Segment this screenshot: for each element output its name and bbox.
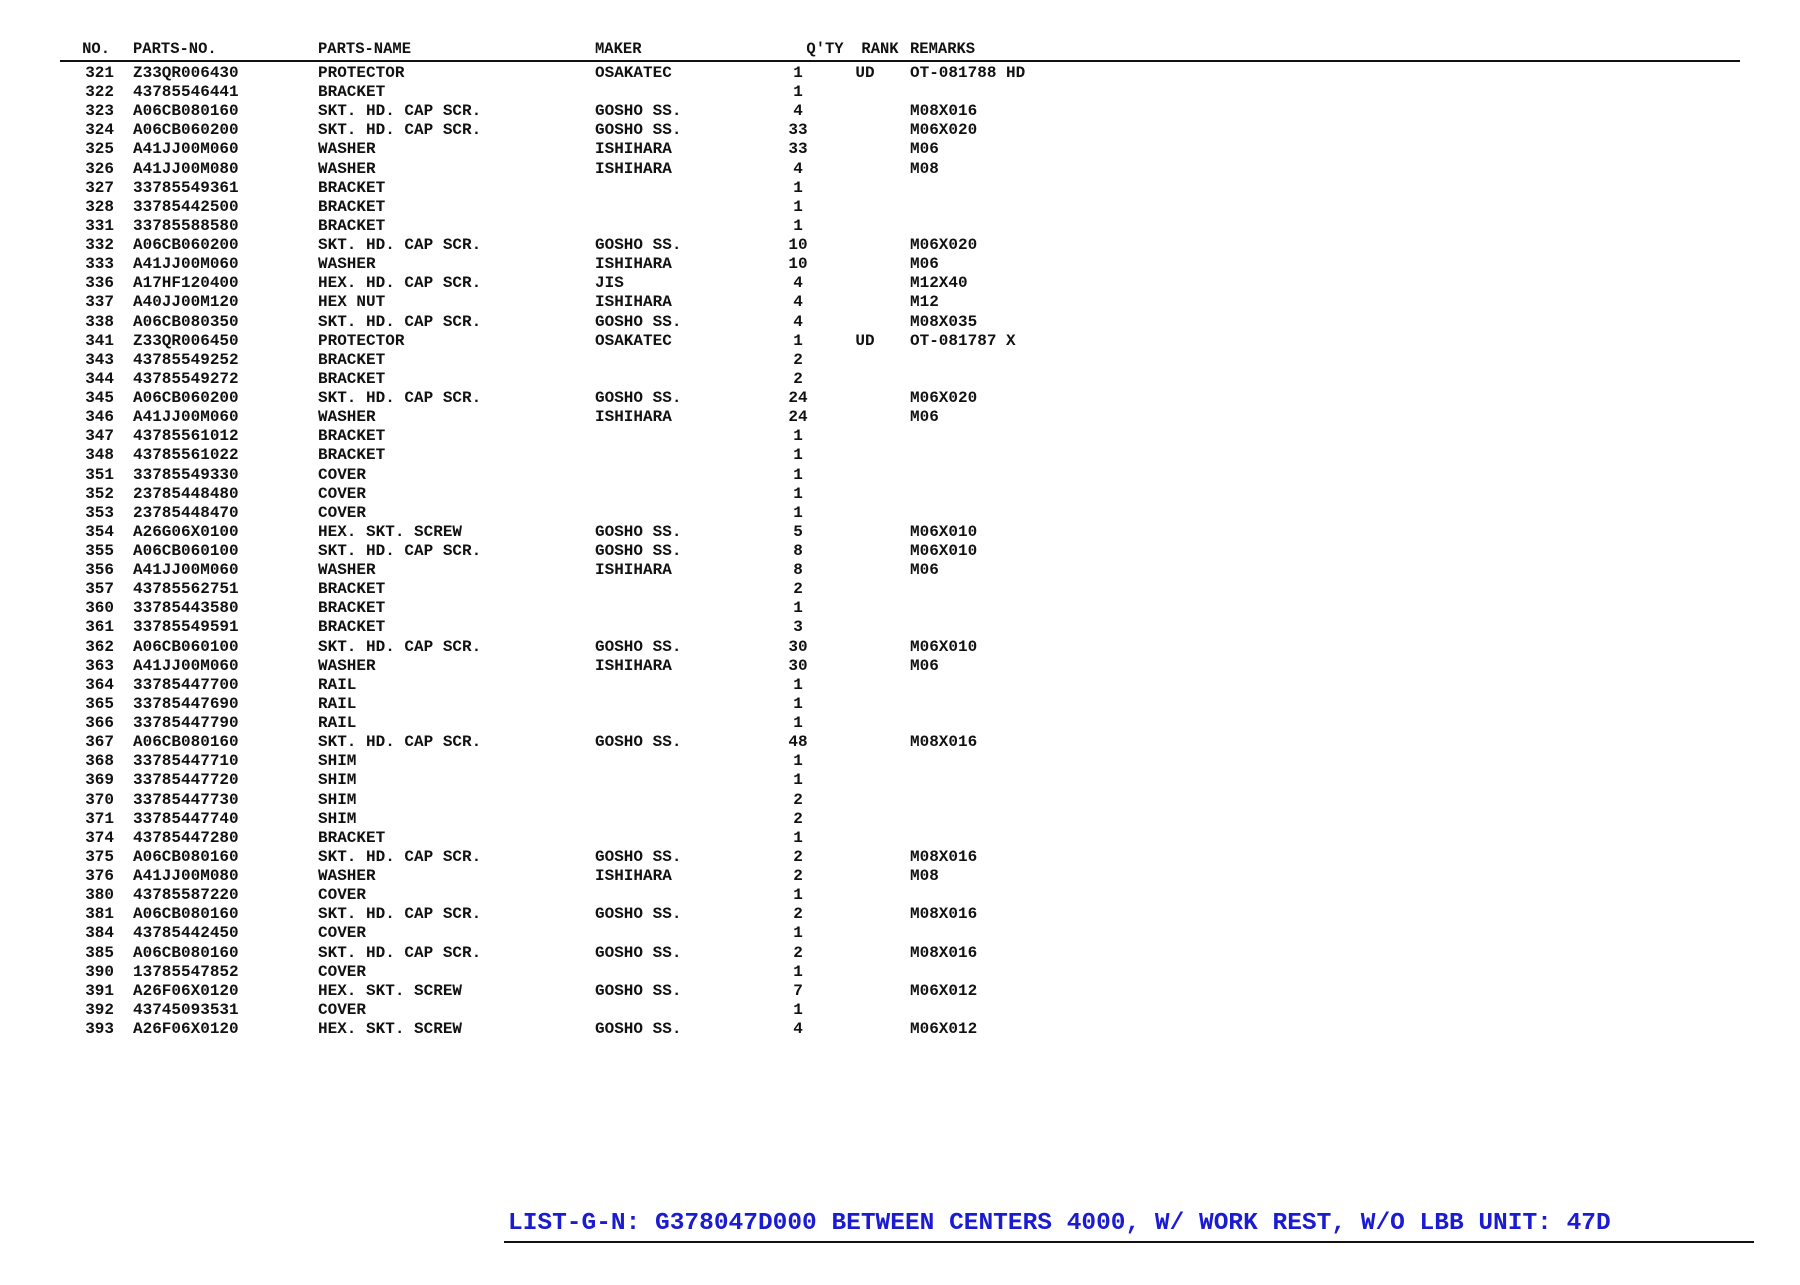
row-qty: 2 [793, 867, 803, 886]
row-parts-name: BRACKET [318, 197, 386, 216]
row-parts-name: SKT. HD. CAP SCR. [318, 637, 482, 656]
row-qty: 10 [788, 236, 808, 255]
row-parts-name: SHIM [318, 809, 357, 828]
row-remarks: M06 [910, 408, 939, 427]
row-parts-name: WASHER [318, 159, 376, 178]
row-maker: JIS [595, 274, 624, 293]
row-remarks: M06X012 [910, 1020, 978, 1038]
row-no: 341 [85, 331, 114, 350]
row-qty: 2 [793, 809, 803, 828]
row-parts-name: BRACKET [318, 427, 386, 446]
header-no: NO. [82, 40, 110, 58]
row-parts-name: HEX. HD. CAP SCR. [318, 274, 482, 293]
row-no: 328 [85, 197, 114, 216]
row-parts-no: 33785447700 [133, 675, 239, 694]
row-parts-name: HEX. SKT. SCREW [318, 522, 463, 541]
row-no: 322 [85, 83, 114, 102]
row-qty: 33 [788, 140, 808, 159]
row-parts-name: WASHER [318, 140, 376, 159]
row-no: 348 [85, 446, 114, 465]
row-qty: 2 [793, 905, 803, 924]
row-parts-name: COVER [318, 1000, 367, 1019]
row-no: 365 [85, 694, 114, 713]
row-no: 323 [85, 102, 114, 121]
row-parts-name: SKT. HD. CAP SCR. [318, 847, 482, 866]
row-no: 368 [85, 752, 114, 771]
row-parts-name: COVER [318, 484, 367, 503]
table-header [60, 38, 1740, 62]
row-remarks: M08X016 [910, 102, 978, 121]
row-parts-no: 33785442500 [133, 197, 239, 216]
row-parts-no: A41JJ00M080 [133, 159, 239, 178]
row-maker: ISHIHARA [595, 159, 672, 178]
row-parts-no: 43785442450 [133, 924, 239, 943]
row-parts-name: HEX NUT [318, 293, 386, 312]
row-remarks: M08X035 [910, 312, 978, 331]
row-no: 332 [85, 236, 114, 255]
row-parts-name: BRACKET [318, 580, 386, 599]
row-remarks: M06X020 [910, 389, 978, 408]
row-qty: 30 [788, 637, 808, 656]
row-no: 364 [85, 675, 114, 694]
row-parts-name: WASHER [318, 656, 376, 675]
row-remarks: M06X012 [910, 981, 978, 1000]
row-no: 351 [85, 465, 114, 484]
row-no: 360 [85, 599, 114, 618]
row-parts-name: BRACKET [318, 618, 386, 637]
row-qty: 4 [793, 312, 803, 331]
row-maker: GOSHO SS. [595, 542, 682, 560]
row-no: 371 [85, 809, 114, 828]
row-no: 331 [85, 216, 114, 235]
row-parts-no: Z33QR006450 [133, 331, 239, 350]
row-maker: GOSHO SS. [595, 733, 682, 752]
row-no: 362 [85, 637, 114, 656]
row-qty: 4 [793, 274, 803, 293]
row-qty: 24 [788, 408, 808, 427]
row-qty: 4 [793, 293, 803, 312]
row-parts-name: SKT. HD. CAP SCR. [318, 312, 482, 331]
row-qty: 1 [793, 714, 803, 733]
row-remarks: M06X020 [910, 236, 978, 255]
row-qty: 1 [793, 331, 803, 350]
row-remarks: M06X010 [910, 637, 978, 656]
row-maker: ISHIHARA [595, 561, 672, 580]
row-parts-name: BRACKET [318, 83, 386, 102]
list-footer [504, 1207, 1754, 1243]
row-no: 381 [85, 905, 114, 924]
row-parts-no: A06CB080160 [133, 905, 239, 924]
row-no: 353 [85, 503, 114, 522]
row-parts-name: SKT. HD. CAP SCR. [318, 389, 482, 408]
row-qty: 8 [793, 542, 803, 560]
row-qty: 7 [793, 981, 803, 1000]
row-parts-no: 13785547852 [133, 962, 239, 981]
row-parts-no: A41JJ00M060 [133, 656, 239, 675]
row-qty: 1 [793, 886, 803, 905]
row-parts-no: 23785448470 [133, 503, 239, 522]
row-no: 376 [85, 867, 114, 886]
row-parts-no: A26F06X0120 [133, 1020, 239, 1038]
row-remarks: M06X020 [910, 121, 978, 140]
row-qty: 2 [793, 943, 803, 962]
row-qty: 1 [793, 599, 803, 618]
row-qty: 5 [793, 522, 803, 541]
row-parts-name: WASHER [318, 867, 376, 886]
row-no: 343 [85, 350, 114, 369]
row-parts-no: A41JJ00M060 [133, 140, 239, 159]
row-remarks: M08 [910, 867, 939, 886]
row-no: 321 [85, 64, 114, 82]
row-parts-no: 33785447690 [133, 694, 239, 713]
row-qty: 24 [788, 389, 808, 408]
row-qty: 1 [793, 675, 803, 694]
row-parts-no: A06CB080160 [133, 847, 239, 866]
row-maker: GOSHO SS. [595, 637, 682, 656]
row-parts-no: 43745093531 [133, 1000, 239, 1019]
row-no: 369 [85, 771, 114, 790]
row-parts-name: WASHER [318, 408, 376, 427]
row-no: 385 [85, 943, 114, 962]
row-no: 327 [85, 178, 114, 197]
row-parts-no: 33785443580 [133, 599, 239, 618]
row-parts-name: BRACKET [318, 216, 386, 235]
row-parts-no: A06CB060200 [133, 236, 239, 255]
row-parts-no: 33785549330 [133, 465, 239, 484]
row-no: 391 [85, 981, 114, 1000]
row-remarks: M08X016 [910, 943, 978, 962]
row-no: 361 [85, 618, 114, 637]
row-qty: 4 [793, 102, 803, 121]
row-maker: GOSHO SS. [595, 312, 682, 331]
row-no: 354 [85, 522, 114, 541]
row-maker: ISHIHARA [595, 867, 672, 886]
row-parts-name: COVER [318, 962, 367, 981]
row-parts-name: BRACKET [318, 178, 386, 197]
row-no: 345 [85, 389, 114, 408]
row-qty: 1 [793, 484, 803, 503]
header-parts-no: PARTS-NO. [133, 40, 217, 58]
list-footer-text: LIST-G-N: G378047D000 BETWEEN CENTERS 4000, W/ WORK REST, W/O LBB UNIT: 47D [508, 1210, 1611, 1237]
row-no: 333 [85, 255, 114, 274]
row-no: 336 [85, 274, 114, 293]
row-qty: 1 [793, 427, 803, 446]
row-qty: 1 [793, 503, 803, 522]
row-maker: ISHIHARA [595, 293, 672, 312]
row-qty: 1 [793, 216, 803, 235]
row-parts-no: 33785588580 [133, 216, 239, 235]
table-row [60, 1018, 1740, 1040]
row-parts-name: SHIM [318, 771, 357, 790]
row-qty: 2 [793, 350, 803, 369]
row-parts-name: HEX. SKT. SCREW [318, 981, 463, 1000]
row-parts-no: 33785447730 [133, 790, 239, 809]
row-parts-name: SKT. HD. CAP SCR. [318, 121, 482, 140]
row-no: 392 [85, 1000, 114, 1019]
row-parts-no: A06CB060100 [133, 542, 239, 560]
header-qty: Q'TY [806, 40, 844, 58]
row-maker: GOSHO SS. [595, 981, 682, 1000]
row-parts-name: COVER [318, 465, 367, 484]
row-no: 357 [85, 580, 114, 599]
row-parts-name: BRACKET [318, 828, 386, 847]
row-qty: 2 [793, 369, 803, 388]
row-qty: 1 [793, 465, 803, 484]
row-qty: 1 [793, 828, 803, 847]
row-qty: 4 [793, 1020, 803, 1038]
row-maker: GOSHO SS. [595, 1020, 682, 1038]
header-parts-name: PARTS-NAME [318, 40, 412, 58]
row-remarks: OT-081788 HD [910, 64, 1026, 82]
row-qty: 2 [793, 790, 803, 809]
row-qty: 3 [793, 618, 803, 637]
row-no: 347 [85, 427, 114, 446]
row-parts-name: PROTECTOR [318, 64, 405, 82]
row-remarks: OT-081787 X [910, 331, 1016, 350]
row-no: 355 [85, 542, 114, 560]
row-qty: 8 [793, 561, 803, 580]
row-parts-no: A41JJ00M060 [133, 408, 239, 427]
row-qty: 48 [788, 733, 808, 752]
row-parts-name: RAIL [318, 714, 357, 733]
row-parts-no: A41JJ00M060 [133, 255, 239, 274]
row-no: 380 [85, 886, 114, 905]
row-parts-name: BRACKET [318, 599, 386, 618]
row-qty: 1 [793, 694, 803, 713]
row-qty: 1 [793, 752, 803, 771]
row-no: 366 [85, 714, 114, 733]
row-no: 344 [85, 369, 114, 388]
row-parts-name: SKT. HD. CAP SCR. [318, 905, 482, 924]
row-parts-name: HEX. SKT. SCREW [318, 1020, 463, 1038]
row-parts-no: 33785447710 [133, 752, 239, 771]
row-qty: 1 [793, 1000, 803, 1019]
row-remarks: M06 [910, 140, 939, 159]
row-parts-name: SKT. HD. CAP SCR. [318, 733, 482, 752]
header-remarks: REMARKS [910, 40, 976, 58]
row-no: 393 [85, 1020, 114, 1038]
row-maker: GOSHO SS. [595, 847, 682, 866]
row-parts-no: 23785448480 [133, 484, 239, 503]
row-no: 346 [85, 408, 114, 427]
row-qty: 30 [788, 656, 808, 675]
row-parts-no: A41JJ00M060 [133, 561, 239, 580]
row-qty: 1 [793, 197, 803, 216]
row-remarks: M12 [910, 293, 939, 312]
row-parts-name: WASHER [318, 255, 376, 274]
row-parts-no: A26G06X0100 [133, 522, 239, 541]
row-maker: GOSHO SS. [595, 905, 682, 924]
row-parts-no: 43785562751 [133, 580, 239, 599]
row-parts-name: SHIM [318, 790, 357, 809]
row-maker: GOSHO SS. [595, 236, 682, 255]
row-qty: 1 [793, 83, 803, 102]
row-parts-no: 43785587220 [133, 886, 239, 905]
row-no: 375 [85, 847, 114, 866]
row-no: 337 [85, 293, 114, 312]
row-parts-no: Z33QR006430 [133, 64, 239, 82]
row-maker: GOSHO SS. [595, 522, 682, 541]
row-parts-name: SKT. HD. CAP SCR. [318, 102, 482, 121]
row-parts-no: A06CB060100 [133, 637, 239, 656]
row-qty: 10 [788, 255, 808, 274]
row-no: 338 [85, 312, 114, 331]
row-no: 390 [85, 962, 114, 981]
row-maker: OSAKATEC [595, 64, 672, 82]
row-parts-no: A06CB080350 [133, 312, 239, 331]
row-parts-no: 33785549591 [133, 618, 239, 637]
row-parts-no: 33785549361 [133, 178, 239, 197]
row-qty: 1 [793, 962, 803, 981]
row-qty: 4 [793, 159, 803, 178]
row-no: 352 [85, 484, 114, 503]
row-remarks: M12X40 [910, 274, 968, 293]
row-no: 325 [85, 140, 114, 159]
row-no: 324 [85, 121, 114, 140]
row-parts-name: WASHER [318, 561, 376, 580]
row-qty: 33 [788, 121, 808, 140]
row-rank: UD [855, 64, 875, 82]
row-maker: ISHIHARA [595, 255, 672, 274]
row-parts-name: COVER [318, 924, 367, 943]
row-maker: ISHIHARA [595, 140, 672, 159]
row-parts-name: COVER [318, 503, 367, 522]
row-remarks: M06X010 [910, 522, 978, 541]
row-rank: UD [855, 331, 875, 350]
row-remarks: M08 [910, 159, 939, 178]
row-parts-no: 33785447740 [133, 809, 239, 828]
row-qty: 1 [793, 64, 803, 82]
row-parts-no: 43785549252 [133, 350, 239, 369]
row-no: 384 [85, 924, 114, 943]
row-no: 374 [85, 828, 114, 847]
row-parts-no: 43785549272 [133, 369, 239, 388]
row-parts-name: BRACKET [318, 446, 386, 465]
row-no: 326 [85, 159, 114, 178]
row-remarks: M08X016 [910, 733, 978, 752]
row-parts-name: BRACKET [318, 350, 386, 369]
row-rank [830, 1018, 900, 1040]
row-parts-no: 33785447790 [133, 714, 239, 733]
header-maker: MAKER [595, 40, 642, 58]
row-maker: GOSHO SS. [595, 102, 682, 121]
row-parts-name: SHIM [318, 752, 357, 771]
row-maker: OSAKATEC [595, 331, 672, 350]
row-qty: 2 [793, 580, 803, 599]
row-parts-name: SKT. HD. CAP SCR. [318, 236, 482, 255]
row-parts-no: A40JJ00M120 [133, 293, 239, 312]
row-remarks: M06X010 [910, 542, 978, 560]
row-remarks: M06 [910, 561, 939, 580]
row-remarks: M08X016 [910, 847, 978, 866]
row-qty: 1 [793, 178, 803, 197]
row-maker: GOSHO SS. [595, 943, 682, 962]
row-qty: 1 [793, 446, 803, 465]
row-parts-no: A06CB080160 [133, 102, 239, 121]
row-parts-no: A26F06X0120 [133, 981, 239, 1000]
row-maker: GOSHO SS. [595, 121, 682, 140]
row-remarks: M06 [910, 255, 939, 274]
row-maker: ISHIHARA [595, 408, 672, 427]
row-parts-no: A06CB060200 [133, 121, 239, 140]
row-parts-no: 43785546441 [133, 83, 239, 102]
row-parts-no: A06CB080160 [133, 943, 239, 962]
row-parts-no: A41JJ00M080 [133, 867, 239, 886]
row-parts-name: RAIL [318, 675, 357, 694]
row-parts-no: 43785447280 [133, 828, 239, 847]
row-parts-name: BRACKET [318, 369, 386, 388]
row-maker: GOSHO SS. [595, 389, 682, 408]
row-parts-no: 43785561012 [133, 427, 239, 446]
row-qty: 1 [793, 771, 803, 790]
header-rank: RANK [861, 40, 899, 58]
row-parts-no: A17HF120400 [133, 274, 239, 293]
row-maker: ISHIHARA [595, 656, 672, 675]
row-parts-name: SKT. HD. CAP SCR. [318, 943, 482, 962]
row-no: 367 [85, 733, 114, 752]
row-parts-name: RAIL [318, 694, 357, 713]
row-no: 363 [85, 656, 114, 675]
row-remarks: M06 [910, 656, 939, 675]
row-parts-no: 33785447720 [133, 771, 239, 790]
row-parts-no: A06CB060200 [133, 389, 239, 408]
row-remarks: M08X016 [910, 905, 978, 924]
row-parts-no: A06CB080160 [133, 733, 239, 752]
row-no: 356 [85, 561, 114, 580]
row-no: 370 [85, 790, 114, 809]
row-qty: 2 [793, 847, 803, 866]
row-parts-name: SKT. HD. CAP SCR. [318, 542, 482, 560]
row-parts-no: 43785561022 [133, 446, 239, 465]
row-parts-name: PROTECTOR [318, 331, 405, 350]
row-qty: 1 [793, 924, 803, 943]
row-parts-name: COVER [318, 886, 367, 905]
